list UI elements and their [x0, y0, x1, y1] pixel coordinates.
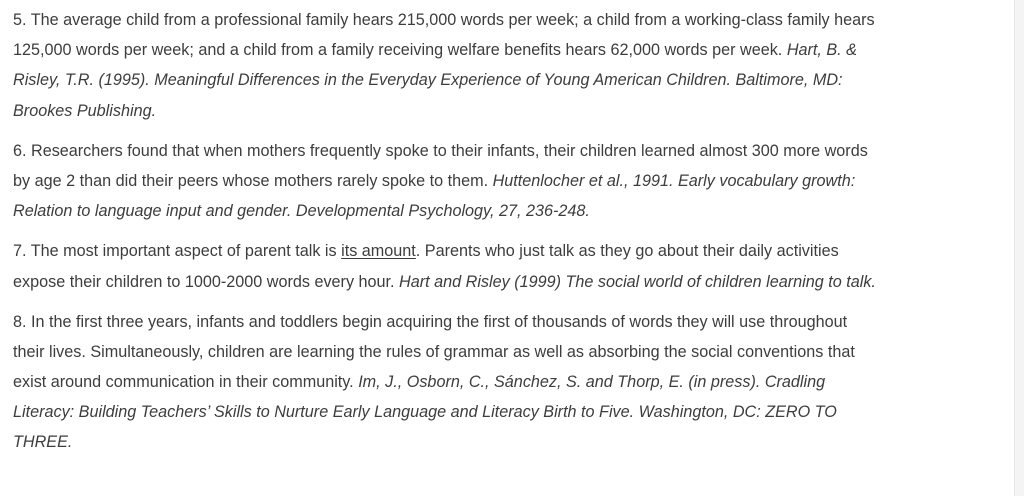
fact-line — [13, 166, 1009, 196]
citation-text: Hart, B. & — [786, 41, 857, 60]
fact-item-5 — [13, 5, 1009, 126]
citation-text: Huttenlocher et al., 1991. Early vocabulary growth: — [492, 171, 856, 190]
fact-item-8 — [13, 307, 1009, 458]
citation-text: Relation to language input and gender. Developmental Psychology, 27, 236-248. — [13, 202, 590, 221]
citation-text: Hart and Risley (1999) The social world of children learning to talk. — [399, 272, 876, 291]
fact-line — [13, 267, 1009, 297]
fact-line — [13, 5, 1009, 35]
fact-line — [13, 397, 1009, 427]
fact-text: expose their children to 1000-2000 words every hour. — [13, 272, 400, 291]
fact-line — [13, 196, 1009, 226]
fact-text: 6. Researchers found that when mothers frequently spoke to their infants, their children learned almost 300 more words — [13, 141, 868, 160]
fact-text: their lives. Simultaneously, children are learning the rules of grammar as well as absorbing the social conventions that — [13, 342, 855, 361]
fact-line — [13, 236, 1009, 266]
fact-line — [13, 136, 1009, 166]
fact-item-6 — [13, 136, 1009, 227]
fact-line — [13, 65, 1009, 95]
fact-line — [13, 427, 1009, 457]
its-amount-link[interactable]: its amount — [341, 242, 416, 261]
fact-text: . Parents who just talk as they go about their daily activities — [415, 242, 839, 261]
fact-line — [13, 337, 1009, 367]
fact-text: 7. The most important aspect of parent talk is — [13, 242, 342, 261]
fact-line — [13, 35, 1009, 65]
fact-text: 8. In the first three years, infants and toddlers begin acquiring the first of thousands of words they will use throughout — [13, 312, 848, 331]
fact-text: 5. The average child from a professional family hears 215,000 words per week; a child from a working-class family hears — [13, 11, 875, 29]
fact-item-7 — [13, 236, 1009, 296]
fact-line — [13, 96, 1009, 126]
citation-text: Literacy: Building Teachers’ Skills to Nurture Early Language and Literacy Birth to Five. Washington, DC: ZERO TO — [13, 403, 837, 422]
citation-text: Im, J., Osborn, C., Sánchez, S. and Thorp, E. (in press). Cradling — [358, 373, 826, 392]
scrollbar-track[interactable] — [1014, 0, 1024, 496]
fact-line — [13, 367, 1009, 397]
citation-text: THREE. — [13, 433, 73, 452]
fact-text: by age 2 than did their peers whose mothers rarely spoke to them. — [13, 171, 493, 190]
fact-text: 125,000 words per week; and a child from a family receiving welfare benefits hears 62,000 words per week. — [13, 41, 787, 60]
fact-line — [13, 307, 1009, 337]
facts-list — [13, 5, 1009, 468]
citation-text: Risley, T.R. (1995). Meaningful Differences in the Everyday Experience of Young American Children. Baltimore, MD: — [13, 71, 843, 90]
fact-text: exist around communication in their community. — [13, 373, 359, 392]
citation-text: Brookes Publishing. — [13, 101, 157, 120]
